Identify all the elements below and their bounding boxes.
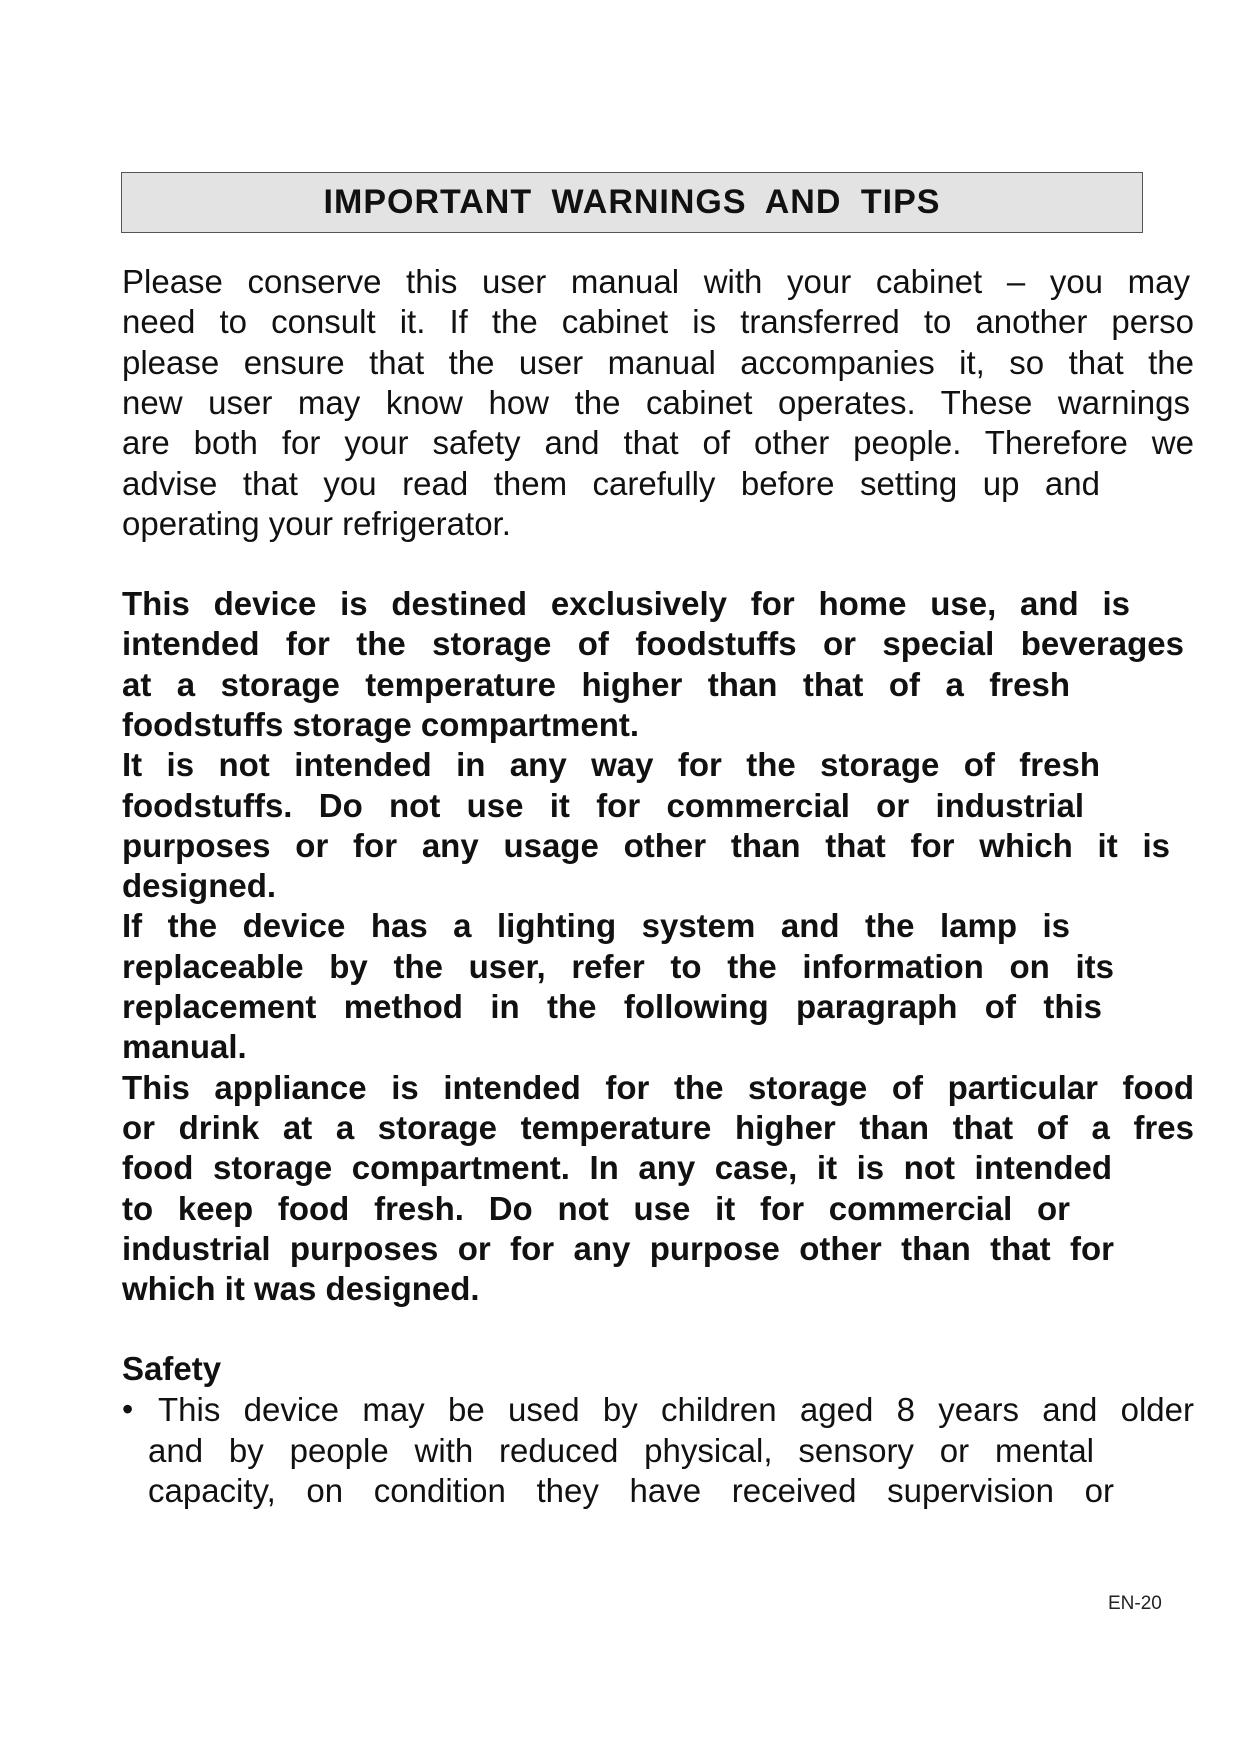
usage-line: intended for the storage of foodstuffs or special beverages [122, 625, 1184, 662]
intro-line: operating your refrigerator. [122, 505, 511, 542]
usage-line: at a storage temperature higher than that of a fresh [122, 666, 1070, 703]
safety-heading: Safety [122, 1350, 222, 1387]
usage-line: to keep food fresh. Do not use it for commercial or [122, 1190, 1070, 1227]
section-title: IMPORTANT WARNINGS AND TIPS [323, 183, 941, 221]
usage-line: which it was designed. [122, 1270, 480, 1307]
intro-line: are both for your safety and that of other people. Therefore we [122, 424, 1194, 461]
intro-line: need to consult it. If the cabinet is transferred to another perso [122, 303, 1194, 340]
safety-line: capacity, on condition they have received supervision or [148, 1472, 1114, 1509]
usage-line: It is not intended in any way for the storage of fresh [122, 746, 1100, 783]
usage-line: industrial purposes or for any purpose other than that for [122, 1230, 1114, 1267]
usage-line: or drink at a storage temperature higher than that of a fres [122, 1109, 1194, 1146]
usage-line: designed. [122, 867, 277, 904]
usage-line: purposes or for any usage other than that for which it is [122, 827, 1170, 864]
safety-line: This device may be used by children aged 8 years and older [158, 1391, 1194, 1428]
usage-line: replacement method in the following paragraph of this [122, 988, 1102, 1025]
usage-line: This device is destined exclusively for home use, and is [122, 585, 1130, 622]
intro-line: new user may know how the cabinet operates. These warnings [122, 384, 1190, 421]
intro-line: please ensure that the user manual accompanies it, so that the [122, 344, 1194, 381]
usage-line: replaceable by the user, refer to the information on its [122, 948, 1114, 985]
section-title-box [121, 172, 1143, 233]
usage-line: manual. [122, 1028, 247, 1065]
usage-line: If the device has a lighting system and the lamp is [122, 907, 1070, 944]
bullet-icon: • [122, 1391, 134, 1427]
usage-line: This appliance is intended for the storage of particular food [122, 1069, 1194, 1106]
usage-line: foodstuffs. Do not use it for commercial or industrial [122, 787, 1084, 824]
usage-line: foodstuffs storage compartment. [122, 706, 640, 743]
page-number: EN-20 [1108, 1593, 1162, 1614]
usage-line: food storage compartment. In any case, it is not intended [122, 1149, 1112, 1186]
intro-line: Please conserve this user manual with your cabinet – you may [122, 263, 1190, 300]
safety-line: and by people with reduced physical, sensory or mental [148, 1432, 1094, 1469]
intro-line: advise that you read them carefully before setting up and [122, 465, 1100, 502]
